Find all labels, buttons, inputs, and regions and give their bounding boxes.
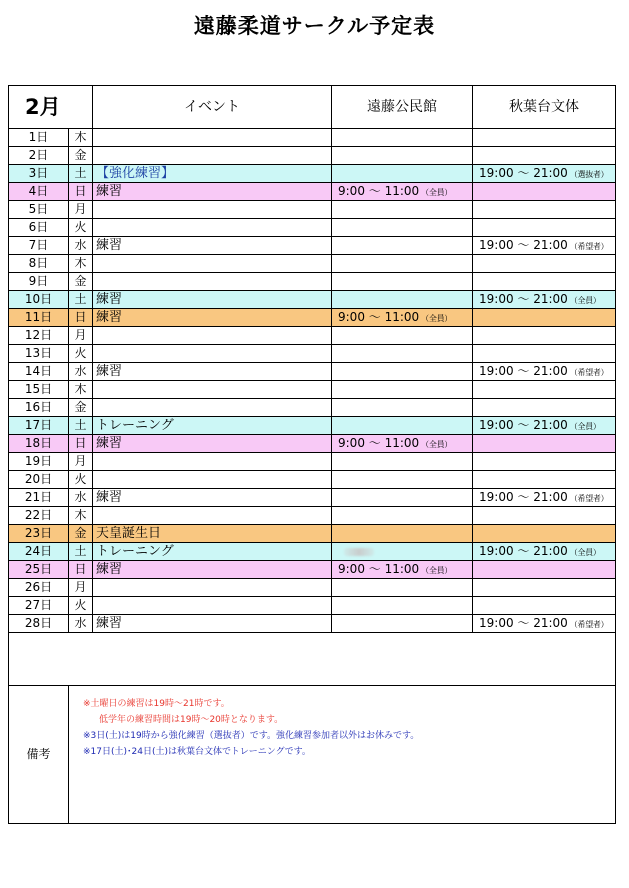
date-cell: 17日 — [9, 417, 69, 435]
venue1-time-cell — [332, 201, 473, 219]
date-cell: 18日 — [9, 435, 69, 453]
weekday-cell: 木 — [69, 381, 93, 399]
weekday-cell: 月 — [69, 201, 93, 219]
venue2-time-cell — [473, 543, 616, 561]
notes-row — [9, 686, 616, 824]
schedule-row — [9, 471, 616, 489]
time-range: 9:00 ～ 11:00 — [338, 561, 420, 576]
date-cell: 7日 — [9, 237, 69, 255]
participant-tag: （全員） — [421, 313, 452, 323]
schedule-row — [9, 147, 616, 165]
venue2-time-cell — [473, 435, 616, 453]
date-cell: 21日 — [9, 489, 69, 507]
participant-tag: （全員） — [569, 295, 601, 305]
venue1-time-cell — [332, 165, 473, 183]
participant-tag: （希望者） — [569, 241, 609, 251]
page-title: 遠藤柔道サークル予定表 — [193, 14, 436, 38]
weekday-cell: 金 — [69, 273, 93, 291]
schedule-row — [9, 399, 616, 417]
participant-tag: （全員） — [421, 565, 452, 575]
date-cell: 28日 — [9, 615, 69, 633]
venue2-time-cell — [473, 471, 616, 489]
event-cell — [93, 507, 332, 525]
event-cell: 練習 — [93, 363, 332, 381]
time-range: 9:00 ～ 11:00 — [338, 183, 420, 198]
note-line: ※17日(土)･24日(土)は秋葉台文体でトレーニングです。 — [83, 747, 311, 757]
event-cell: 練習 — [93, 309, 332, 327]
venue2-time-cell — [473, 507, 616, 525]
venue1-time-cell — [332, 561, 473, 579]
venue1-time-cell — [332, 363, 473, 381]
weekday-cell: 金 — [69, 525, 93, 543]
date-cell: 15日 — [9, 381, 69, 399]
venue2-time-cell — [473, 309, 616, 327]
venue1-time-cell — [332, 543, 473, 561]
participant-tag: （全員） — [421, 187, 452, 197]
venue1-time-cell — [332, 345, 473, 363]
venue1-time-cell — [332, 273, 473, 291]
venue2-time-cell — [473, 489, 616, 507]
schedule-row — [9, 219, 616, 237]
time-range: 19:00 ～ 21:00 — [479, 291, 568, 306]
weekday-cell: 火 — [69, 471, 93, 489]
event-cell — [93, 255, 332, 273]
date-cell: 23日 — [9, 525, 69, 543]
venue1-time-cell — [332, 381, 473, 399]
weekday-cell: 日 — [69, 309, 93, 327]
month-header: 2月 — [9, 86, 93, 129]
note-line: ※土曜日の練習は19時～21時です。 — [83, 699, 230, 709]
event-cell — [93, 597, 332, 615]
weekday-cell: 土 — [69, 291, 93, 309]
date-cell: 14日 — [9, 363, 69, 381]
schedule-row — [9, 543, 616, 561]
venue2-time-cell — [473, 219, 616, 237]
schedule-row — [9, 291, 616, 309]
date-cell: 25日 — [9, 561, 69, 579]
participant-tag: （選抜者） — [569, 169, 609, 179]
event-cell — [93, 381, 332, 399]
venue2-time-cell — [473, 453, 616, 471]
venue1-time-cell — [332, 399, 473, 417]
venue1-time-cell — [332, 597, 473, 615]
venue1-time-cell — [332, 129, 473, 147]
schedule-row — [9, 237, 616, 255]
weekday-cell: 金 — [69, 399, 93, 417]
venue2-time-cell — [473, 147, 616, 165]
weekday-cell: 日 — [69, 561, 93, 579]
event-cell — [93, 453, 332, 471]
schedule-row — [9, 561, 616, 579]
date-cell: 3日 — [9, 165, 69, 183]
time-range: 9:00 ～ 11:00 — [338, 435, 420, 450]
date-cell: 2日 — [9, 147, 69, 165]
venue2-time-cell — [473, 165, 616, 183]
venue2-time-cell — [473, 255, 616, 273]
schedule-row — [9, 435, 616, 453]
event-cell: 練習 — [93, 237, 332, 255]
venue2-time-cell — [473, 579, 616, 597]
weekday-cell: 木 — [69, 507, 93, 525]
weekday-cell: 水 — [69, 489, 93, 507]
venue2-time-cell — [473, 363, 616, 381]
weekday-cell: 火 — [69, 597, 93, 615]
schedule-row — [9, 327, 616, 345]
venue1-time-cell — [332, 615, 473, 633]
weekday-cell: 水 — [69, 615, 93, 633]
weekday-cell: 日 — [69, 435, 93, 453]
event-cell: 練習 — [93, 561, 332, 579]
schedule-row — [9, 363, 616, 381]
venue2-time-cell — [473, 381, 616, 399]
weekday-cell: 水 — [69, 237, 93, 255]
venue2-time-cell — [473, 597, 616, 615]
header-row — [9, 86, 616, 129]
date-cell: 10日 — [9, 291, 69, 309]
venue2-time-cell — [473, 237, 616, 255]
event-cell: 【強化練習】 — [93, 165, 332, 183]
venue1-time-cell — [332, 579, 473, 597]
venue2-time-cell — [473, 345, 616, 363]
weekday-cell: 木 — [69, 255, 93, 273]
event-cell — [93, 129, 332, 147]
date-cell: 4日 — [9, 183, 69, 201]
schedule-row — [9, 417, 616, 435]
participant-tag: （希望者） — [569, 619, 609, 629]
weekday-cell: 月 — [69, 453, 93, 471]
date-cell: 26日 — [9, 579, 69, 597]
schedule-row — [9, 345, 616, 363]
event-header: イベント — [93, 86, 332, 129]
event-cell: トレーニング — [93, 417, 332, 435]
date-cell: 13日 — [9, 345, 69, 363]
time-range: 19:00 ～ 21:00 — [479, 237, 568, 252]
venue1-time-cell — [332, 219, 473, 237]
event-cell — [93, 201, 332, 219]
date-cell: 9日 — [9, 273, 69, 291]
schedule-row — [9, 489, 616, 507]
blank-row — [9, 633, 616, 686]
date-cell: 5日 — [9, 201, 69, 219]
venue2-time-cell — [473, 291, 616, 309]
date-cell: 8日 — [9, 255, 69, 273]
date-cell: 11日 — [9, 309, 69, 327]
event-cell — [93, 399, 332, 417]
event-cell — [93, 471, 332, 489]
venue2-time-cell — [473, 561, 616, 579]
date-cell: 20日 — [9, 471, 69, 489]
schedule-row — [9, 201, 616, 219]
time-range: 19:00 ～ 21:00 — [479, 489, 568, 504]
venue1-time-cell — [332, 417, 473, 435]
participant-tag: （希望者） — [569, 493, 609, 503]
venue1-time-cell — [332, 327, 473, 345]
date-cell: 1日 — [9, 129, 69, 147]
venue1-time-cell — [332, 471, 473, 489]
venue1-time-cell — [332, 525, 473, 543]
venue2-time-cell — [473, 129, 616, 147]
venue1-time-cell — [332, 147, 473, 165]
weekday-cell: 日 — [69, 183, 93, 201]
weekday-cell: 火 — [69, 345, 93, 363]
venue2-time-cell — [473, 201, 616, 219]
venue1-time-cell — [332, 489, 473, 507]
venue2-time-cell — [473, 273, 616, 291]
schedule-row — [9, 273, 616, 291]
event-cell — [93, 579, 332, 597]
participant-tag: （希望者） — [569, 367, 609, 377]
date-cell: 27日 — [9, 597, 69, 615]
time-range: 19:00 ～ 21:00 — [479, 543, 568, 558]
event-cell: トレーニング — [93, 543, 332, 561]
weekday-cell: 火 — [69, 219, 93, 237]
time-range: 9:00 ～ 11:00 — [338, 309, 420, 324]
schedule-row — [9, 453, 616, 471]
schedule-row — [9, 165, 616, 183]
weekday-cell: 月 — [69, 327, 93, 345]
venue1-time-cell — [332, 255, 473, 273]
schedule-row — [9, 129, 616, 147]
notes-label: 備考 — [9, 686, 69, 824]
weekday-cell: 土 — [69, 165, 93, 183]
time-range: 19:00 ～ 21:00 — [479, 417, 568, 432]
schedule-row — [9, 597, 616, 615]
note-line: 低学年の練習時間は19時～20時となります。 — [99, 715, 284, 725]
venue1-header: 遠藤公民館 — [332, 86, 473, 129]
participant-tag: （全員） — [569, 421, 601, 431]
venue2-time-cell — [473, 399, 616, 417]
schedule-row — [9, 255, 616, 273]
participant-tag: （全員） — [421, 439, 452, 449]
event-cell — [93, 345, 332, 363]
blank-cell — [9, 633, 616, 686]
schedule-row — [9, 183, 616, 201]
weekday-cell: 土 — [69, 417, 93, 435]
venue1-time-cell — [332, 291, 473, 309]
date-cell: 16日 — [9, 399, 69, 417]
venue1-time-cell — [332, 507, 473, 525]
event-cell — [93, 147, 332, 165]
venue2-time-cell — [473, 327, 616, 345]
event-cell — [93, 219, 332, 237]
date-cell: 6日 — [9, 219, 69, 237]
schedule-table — [8, 85, 616, 824]
schedule-row — [9, 579, 616, 597]
date-cell: 12日 — [9, 327, 69, 345]
event-cell: 練習 — [93, 435, 332, 453]
time-range: 19:00 ～ 21:00 — [479, 363, 568, 378]
event-cell: 練習 — [93, 183, 332, 201]
note-line: ※3日(土)は19時から強化練習（選抜者）です。強化練習参加者以外はお休みです。 — [83, 731, 420, 741]
venue1-time-cell — [332, 309, 473, 327]
weekday-cell: 月 — [69, 579, 93, 597]
venue1-time-cell — [332, 183, 473, 201]
venue2-time-cell — [473, 525, 616, 543]
schedule-row — [9, 525, 616, 543]
venue2-time-cell — [473, 417, 616, 435]
venue1-time-cell — [332, 453, 473, 471]
venue1-time-cell — [332, 435, 473, 453]
event-cell — [93, 273, 332, 291]
event-cell: 天皇誕生日 — [93, 525, 332, 543]
schedule-row — [9, 507, 616, 525]
event-cell — [93, 327, 332, 345]
schedule-row — [9, 381, 616, 399]
schedule-row — [9, 309, 616, 327]
weekday-cell: 水 — [69, 363, 93, 381]
participant-tag: （全員） — [569, 547, 601, 557]
event-cell: 練習 — [93, 291, 332, 309]
blurred-text — [344, 548, 374, 556]
date-cell: 22日 — [9, 507, 69, 525]
weekday-cell: 土 — [69, 543, 93, 561]
venue2-time-cell — [473, 183, 616, 201]
venue1-time-cell — [332, 237, 473, 255]
venue2-header: 秋葉台文体 — [473, 86, 616, 129]
venue2-time-cell — [473, 615, 616, 633]
time-range: 19:00 ～ 21:00 — [479, 165, 568, 180]
date-cell: 24日 — [9, 543, 69, 561]
notes-content — [69, 686, 616, 824]
weekday-cell: 木 — [69, 129, 93, 147]
schedule-row — [9, 615, 616, 633]
date-cell: 19日 — [9, 453, 69, 471]
event-cell: 練習 — [93, 615, 332, 633]
event-cell: 練習 — [93, 489, 332, 507]
weekday-cell: 金 — [69, 147, 93, 165]
time-range: 19:00 ～ 21:00 — [479, 615, 568, 630]
